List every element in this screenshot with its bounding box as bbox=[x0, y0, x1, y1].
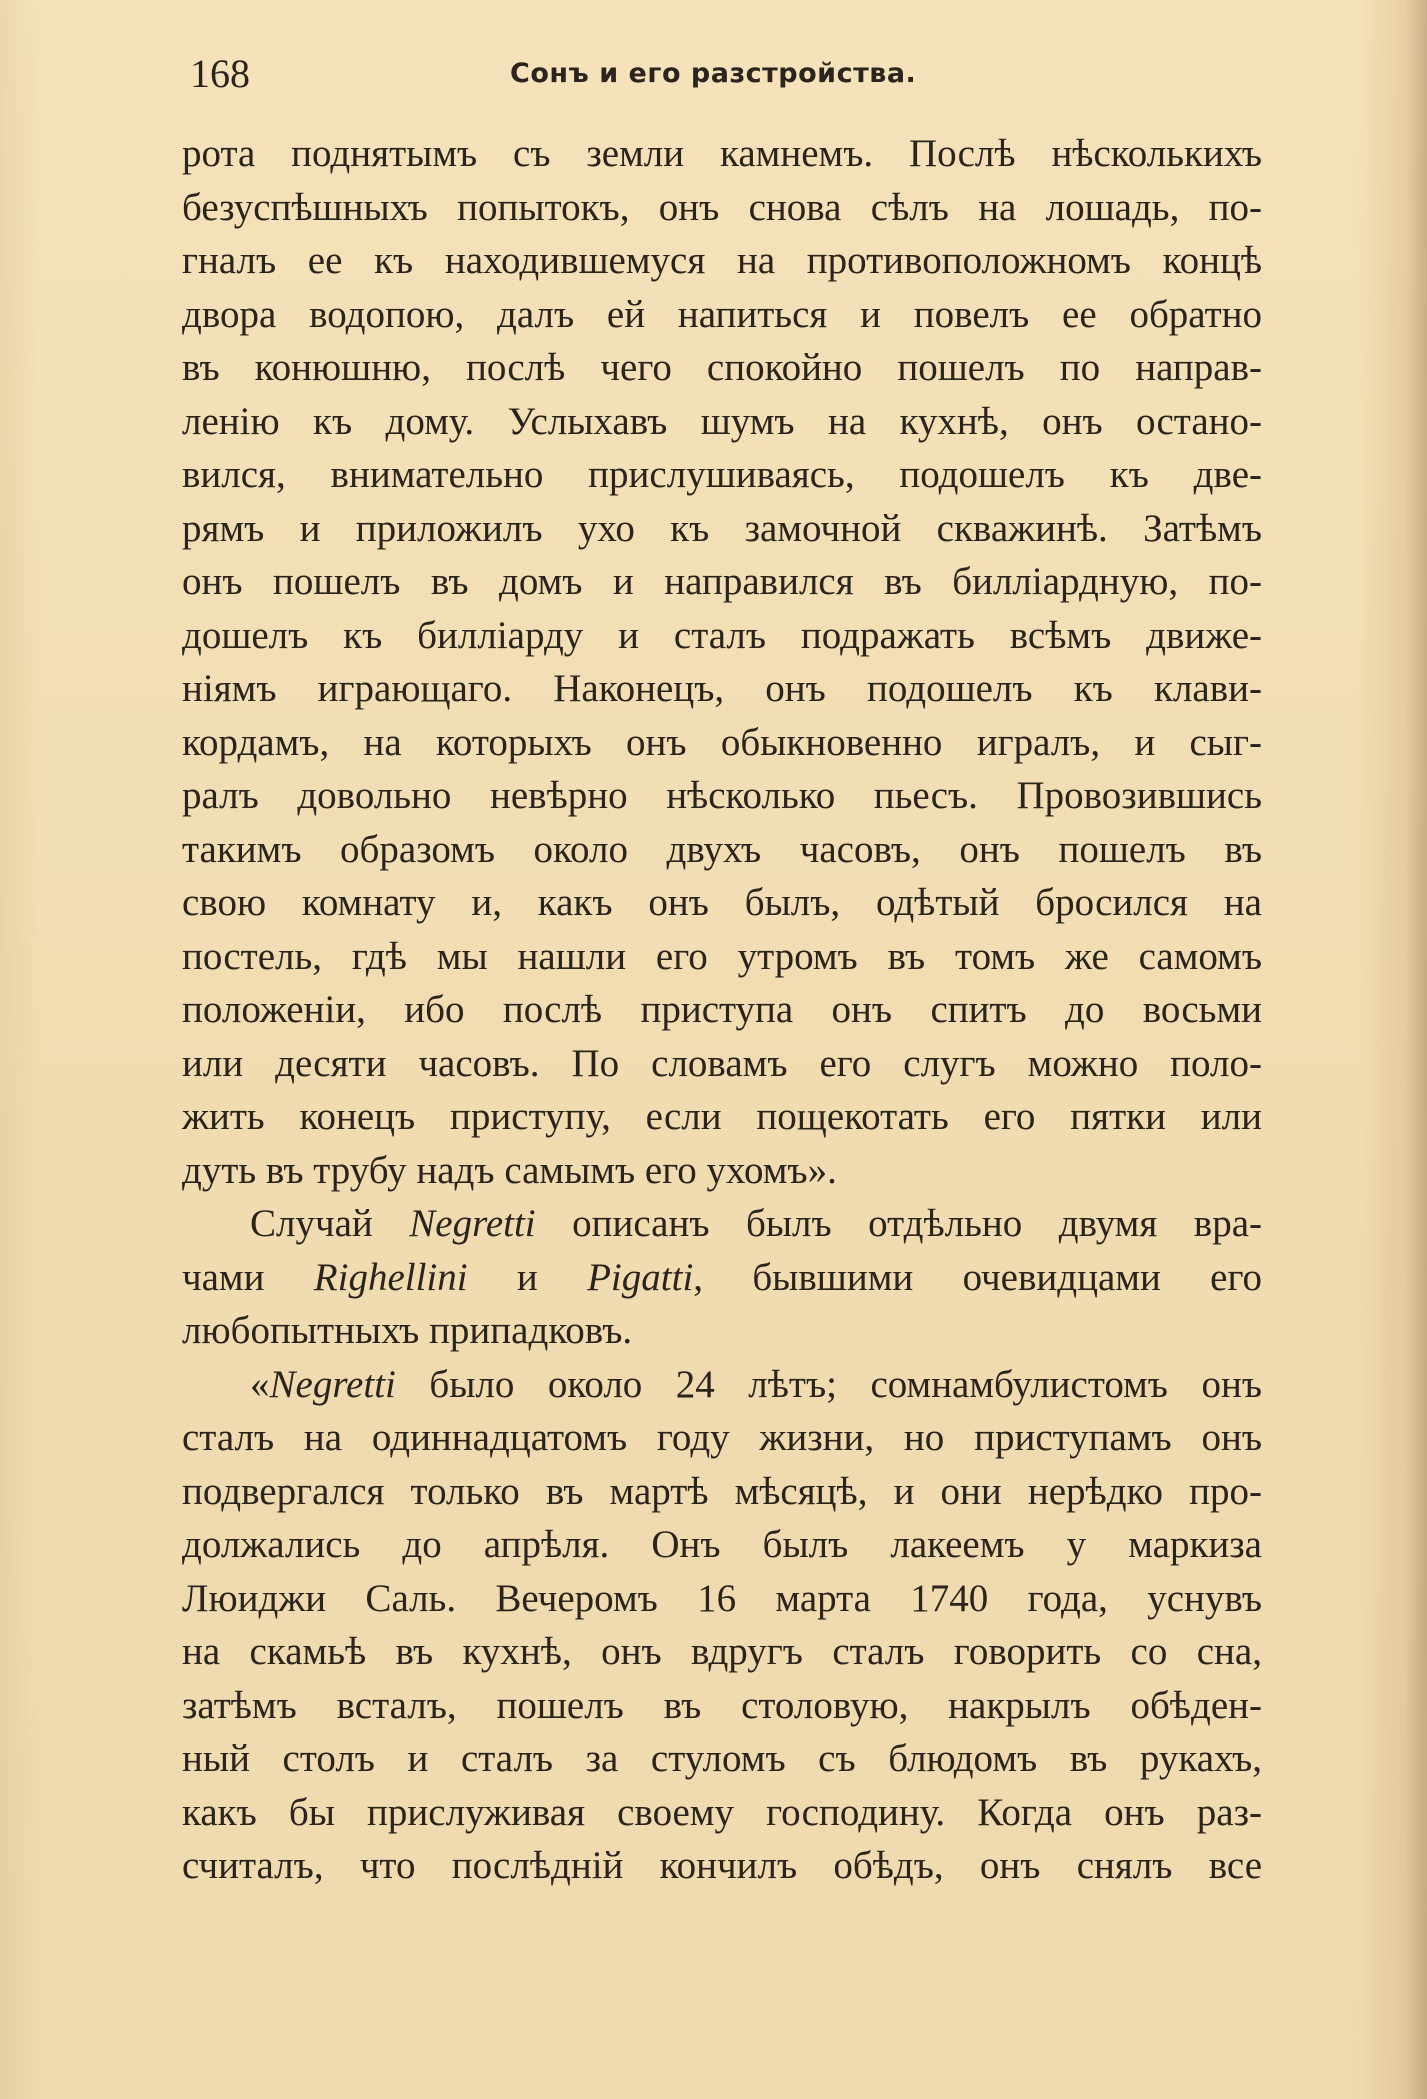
italic-name: Negretti bbox=[409, 1202, 536, 1245]
text-line: онъ пошелъ въ домъ и направился въ билліардную, по- bbox=[182, 560, 1262, 603]
text-line: безуспѣшныхъ попытокъ, онъ снова сѣлъ на лошадь, по- bbox=[182, 185, 1262, 229]
text-line: Люиджи Саль. Вечеромъ 16 марта 1740 года, уснувъ bbox=[182, 1576, 1262, 1620]
text-run: , бывшими очевидцами его bbox=[693, 1255, 1262, 1299]
text-run: описанъ былъ отдѣльно двумя вра- bbox=[535, 1202, 1262, 1245]
text-line: сталъ на одиннадцатомъ году жизни, но приступамъ онъ bbox=[182, 1416, 1262, 1459]
running-title: Сонъ и его разстройства. bbox=[510, 58, 917, 89]
text-line: считалъ, что послѣдній кончилъ обѣдъ, онъ снялъ все bbox=[182, 1844, 1262, 1887]
italic-name: Righellini bbox=[313, 1255, 468, 1299]
italic-name: Negretti bbox=[269, 1362, 396, 1406]
text-line: рота поднятымъ съ земли камнемъ. Послѣ нѣсколькихъ bbox=[182, 132, 1262, 175]
text-line: должались до апрѣля. Онъ былъ лакеемъ у маркиза bbox=[182, 1523, 1262, 1566]
text-line: такимъ образомъ около двухъ часовъ, онъ пошелъ въ bbox=[182, 827, 1262, 871]
text-run: чами bbox=[182, 1255, 314, 1299]
paragraph-start-line bbox=[182, 1358, 1262, 1412]
text-line bbox=[182, 1251, 1262, 1305]
page-header bbox=[190, 44, 1260, 104]
text-line: или десяти часовъ. По словамъ его слугъ можно поло- bbox=[182, 1041, 1262, 1085]
page-number: 168 bbox=[190, 51, 250, 96]
text-line: затѣмъ всталъ, пошелъ въ столовую, накрылъ обѣден- bbox=[182, 1683, 1262, 1727]
text-line: двора водопою, далъ ей напиться и повелъ ее обратно bbox=[182, 292, 1262, 336]
text-line: постель, гдѣ мы нашли его утромъ въ томъ же самомъ bbox=[182, 934, 1262, 978]
text-line: въ конюшню, послѣ чего спокойно пошелъ по направ- bbox=[182, 346, 1262, 389]
text-line: вился, внимательно прислушиваясь, подошелъ къ две- bbox=[182, 453, 1262, 496]
text-run: « bbox=[250, 1362, 270, 1406]
text-line: положеніи, ибо послѣ приступа онъ спитъ до восьми bbox=[182, 988, 1262, 1031]
text-line: на скамьѣ въ кухнѣ, онъ вдругъ сталъ говорить со сна, bbox=[182, 1630, 1262, 1673]
italic-name: Pigatti bbox=[587, 1255, 694, 1299]
text-line: дошелъ къ билліарду и сталъ подражать всѣмъ движе- bbox=[182, 613, 1262, 657]
text-line: какъ бы прислуживая своему господину. Когда онъ раз- bbox=[182, 1790, 1262, 1834]
text-run: и bbox=[467, 1255, 588, 1299]
paragraph-start-line bbox=[182, 1197, 1262, 1251]
text-line: ный столъ и сталъ за стуломъ съ блюдомъ въ рукахъ, bbox=[182, 1737, 1262, 1780]
text-line: жить конецъ приступу, если пощекотать его пятки или bbox=[182, 1095, 1262, 1138]
text-line: ніямъ играющаго. Наконецъ, онъ подошелъ къ клави- bbox=[182, 667, 1262, 710]
text-line: гналъ ее къ находившемуся на противоположномъ концѣ bbox=[182, 239, 1262, 282]
text-run: Случай bbox=[250, 1202, 410, 1245]
text-line: подвергался только въ мартѣ мѣсяцѣ, и они нерѣдко про- bbox=[182, 1469, 1262, 1513]
text-run: было около 24 лѣтъ; сомнамбулистомъ онъ bbox=[395, 1362, 1262, 1406]
text-line: любопытныхъ припадковъ. bbox=[182, 1309, 633, 1352]
text-line: дуть въ трубу надъ самымъ его ухомъ». bbox=[182, 1148, 837, 1192]
text-line: рямъ и приложилъ ухо къ замочной скважинѣ. Затѣмъ bbox=[182, 506, 1262, 550]
text-line: кордамъ, на которыхъ онъ обыкновенно игралъ, и сыг- bbox=[182, 720, 1262, 764]
text-line: свою комнату и, какъ онъ былъ, одѣтый бросился на bbox=[182, 881, 1262, 924]
text-line: ленію къ дому. Услыхавъ шумъ на кухнѣ, онъ остано- bbox=[182, 399, 1262, 443]
body-text bbox=[182, 127, 1262, 1893]
text-line: ралъ довольно невѣрно нѣсколько пьесъ. Провозившись bbox=[182, 774, 1262, 817]
